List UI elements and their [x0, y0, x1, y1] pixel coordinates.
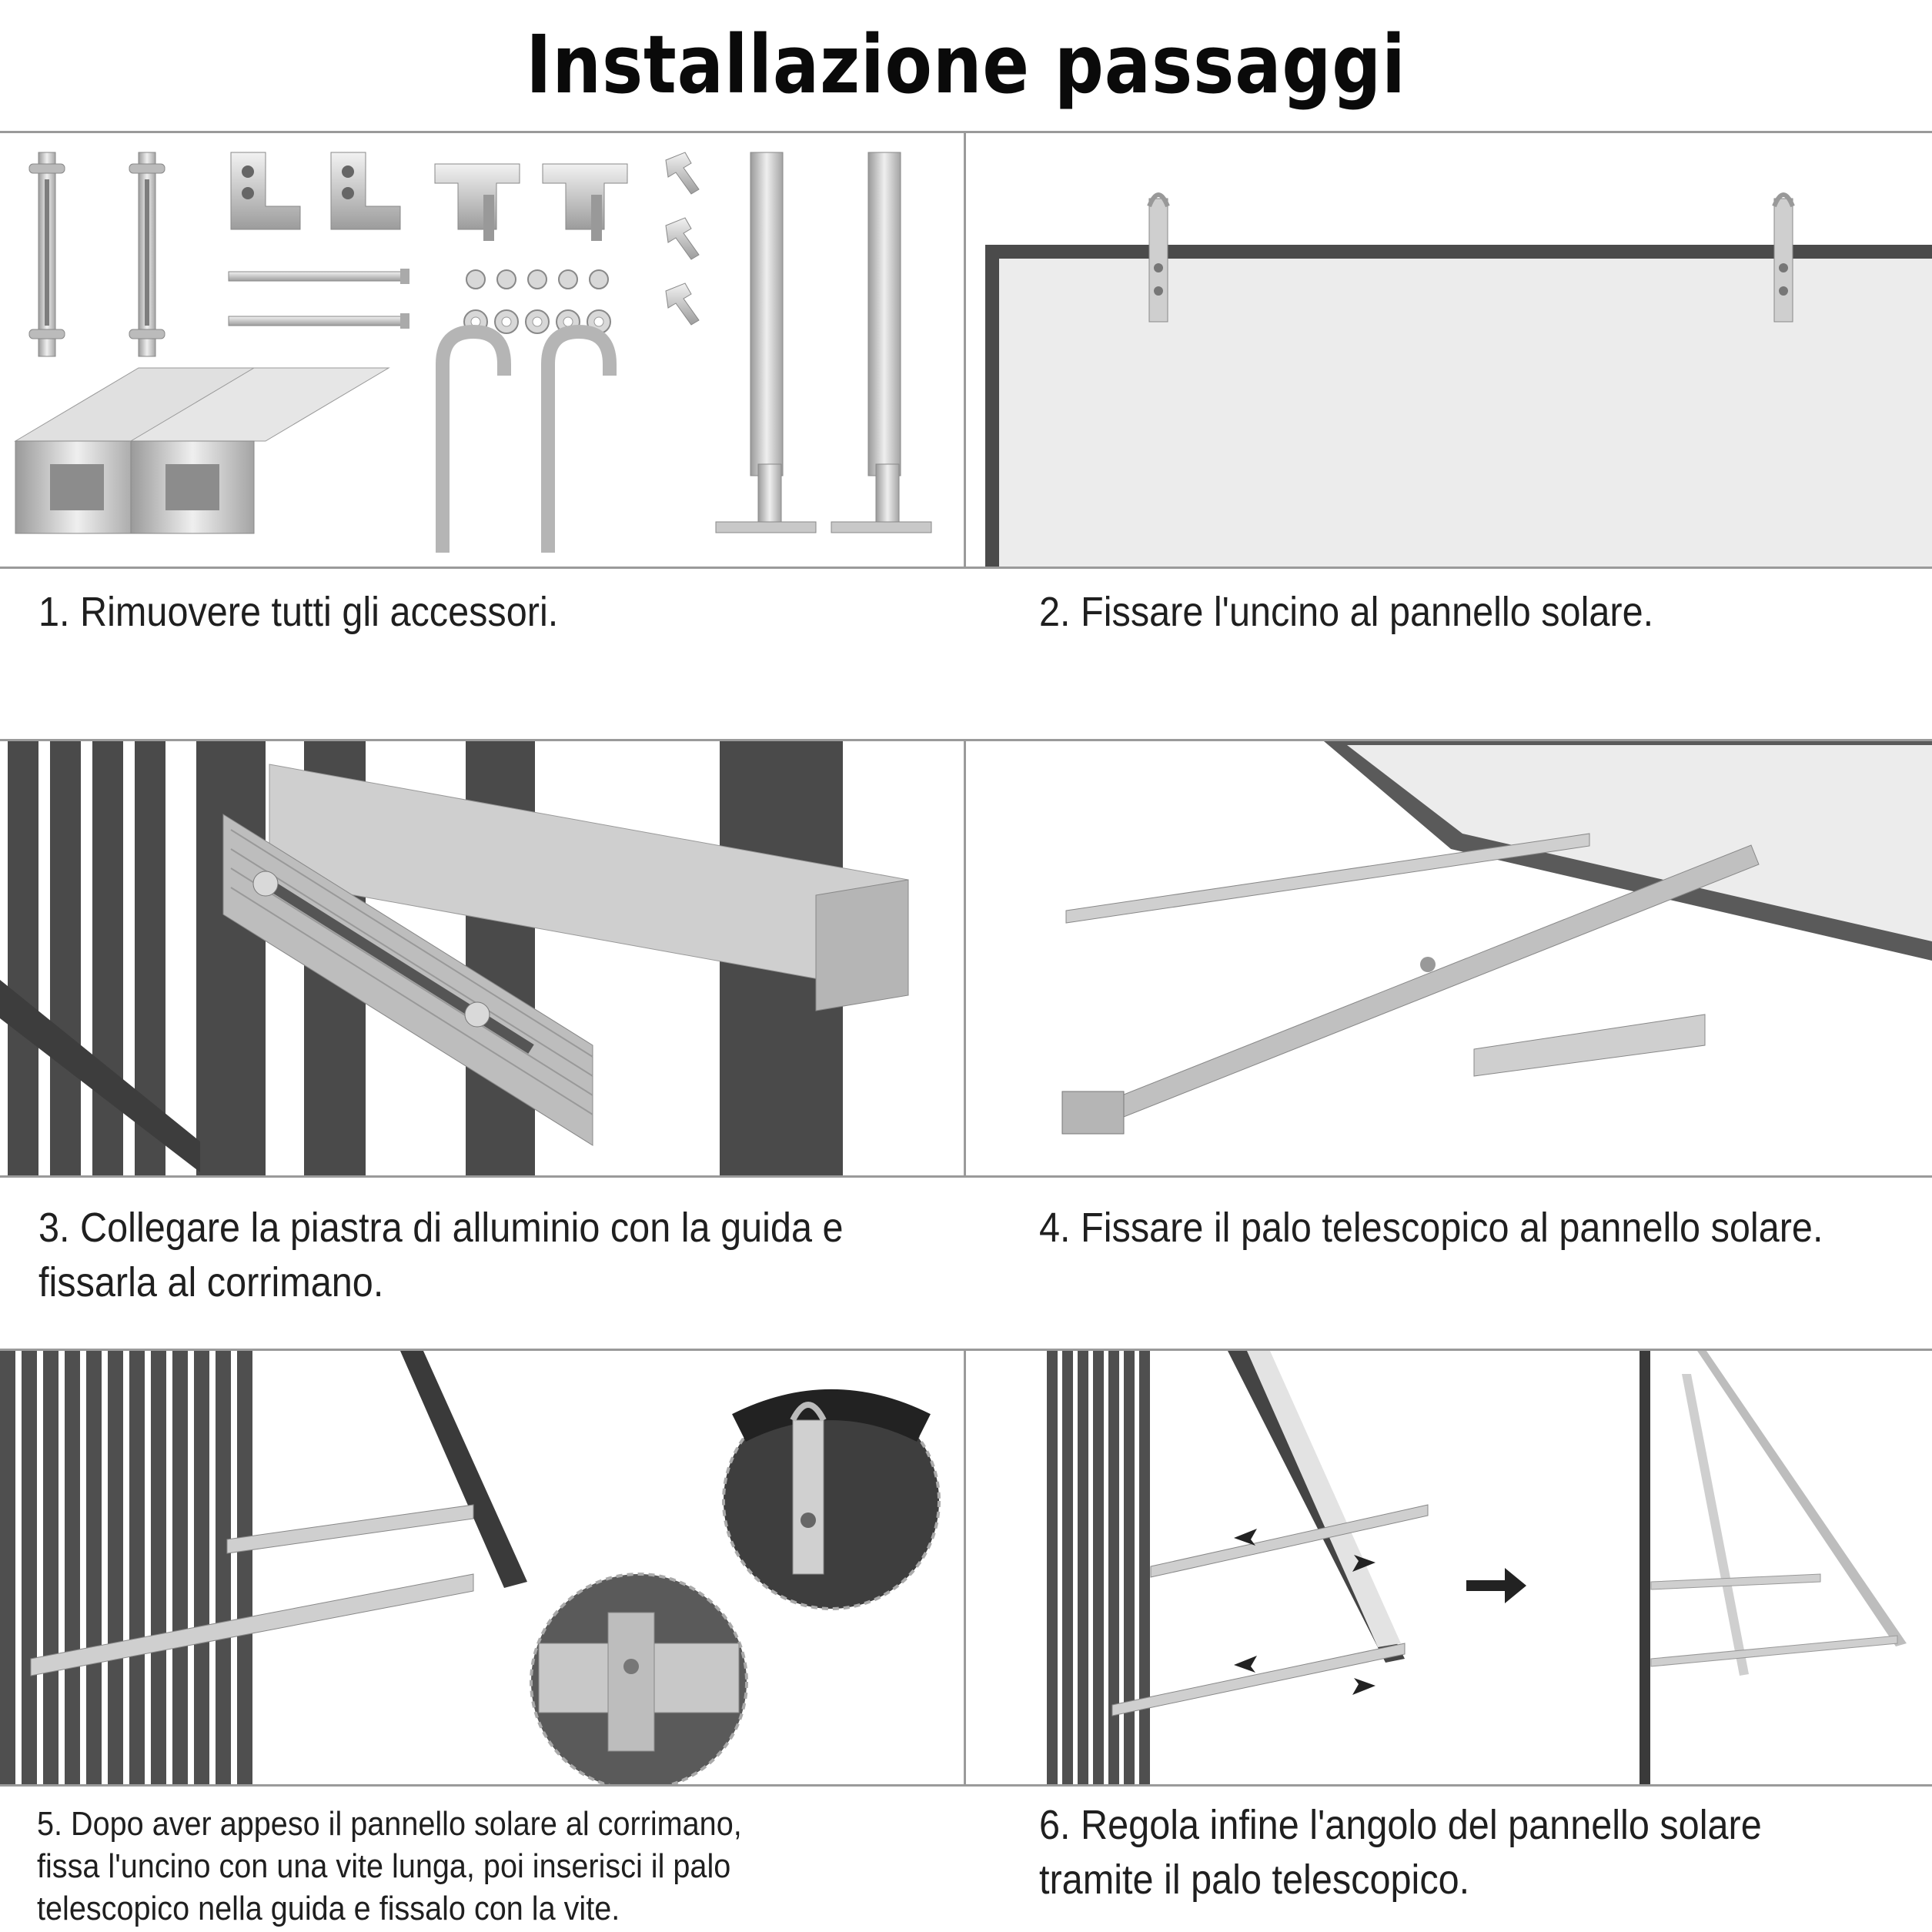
t-bolt-icon	[666, 152, 699, 325]
l-bracket-icon	[231, 152, 400, 229]
step1-accessories-image	[0, 133, 964, 567]
fixing-plate-icon	[29, 152, 165, 356]
step3-plate-on-railing-image	[0, 741, 964, 1175]
detail-rail-circle	[531, 1574, 747, 1784]
aluminum-rail-icon	[15, 368, 389, 533]
divider-row3-bottom	[0, 1784, 1932, 1787]
step4-caption: 4. Fissare il palo telescopico al pannello solare.	[1039, 1205, 1823, 1251]
hook-icon	[443, 332, 610, 553]
page-title: Installazione passaggi	[526, 18, 1406, 112]
step5-hang-panel-image	[0, 1351, 964, 1784]
nut-washer-icon	[464, 270, 610, 333]
long-screw-icon	[229, 269, 409, 329]
step2-hooks-on-panel-image	[966, 133, 1932, 567]
clamp-icon	[435, 164, 627, 241]
step6-caption: 6. Regola infine l'angolo del pannello solare tramite il palo telescopico.	[1039, 1802, 1762, 1904]
step1-caption: 1. Rimuovere tutti gli accessori.	[38, 589, 559, 635]
next-arrow-icon	[1466, 1568, 1526, 1603]
divider-row2-bottom	[0, 1175, 1932, 1178]
step6-adjust-angle-image	[966, 1351, 1932, 1784]
step3-caption: 3. Collegare la piastra di alluminio con la guida e fissarla al corrimano.	[38, 1205, 844, 1306]
telescopic-pole-icon	[716, 152, 931, 533]
detail-hook-circle	[724, 1393, 939, 1609]
step5-caption: 5. Dopo aver appeso il pannello solare al corrimano, fissa l'uncino con una vite lunga, poi inserisci il palo telescopico nella guida e fissalo con la vite.	[37, 1805, 742, 1927]
step4-telescopic-pole-image	[966, 741, 1932, 1175]
step2-caption: 2. Fissare l'uncino al pannello solare.	[1039, 589, 1654, 635]
divider-row1-bottom	[0, 567, 1932, 569]
